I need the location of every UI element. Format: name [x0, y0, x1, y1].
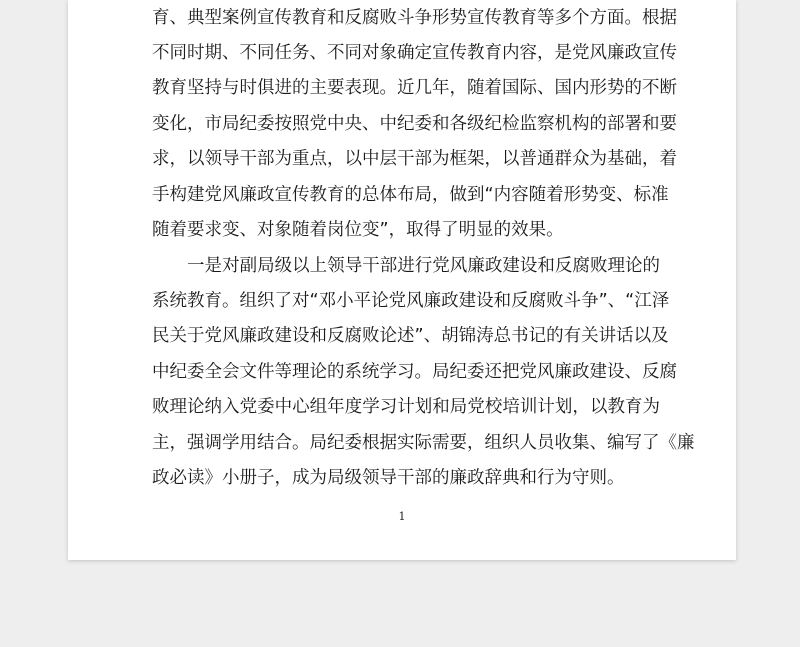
text-line: 民关于党风廉政建设和反腐败论述”、胡锦涛总书记的有关讲话以及 — [152, 326, 669, 346]
text-line: 政必读》小册子，成为局级领导干部的廉政辞典和行为守则。 — [152, 468, 625, 488]
text-line: 主，强调学用结合。局纪委根据实际需要，组织人员收集、编写了《廉 — [152, 433, 695, 453]
text-line: 育、典型案例宣传教育和反腐败斗争形势宣传教育等多个方面。根据 — [152, 8, 677, 28]
text-line: 一是对副局级以上领导干部进行党风廉政建设和反腐败理论的 — [152, 256, 660, 276]
document-page — [68, 0, 736, 560]
text-line: 系统教育。组织了对“邓小平论党风廉政建设和反腐败斗争”、“江泽 — [152, 291, 670, 311]
text-line: 变化，市局纪委按照党中央、中纪委和各级纪检监察机构的部署和要 — [152, 114, 677, 134]
text-line: 不同时期、不同任务、不同对象确定宣传教育内容，是党风廉政宣传 — [152, 43, 677, 63]
page-number: 1 — [398, 510, 406, 523]
text-line: 手构建党风廉政宣传教育的总体布局，做到“内容随着形势变、标准 — [152, 185, 669, 205]
text-line: 求，以领导干部为重点，以中层干部为框架，以普通群众为基础，着 — [152, 149, 677, 169]
text-line: 教育坚持与时俱进的主要表现。近几年，随着国际、国内形势的不断 — [152, 78, 677, 98]
text-line: 随着要求变、对象随着岗位变”，取得了明显的效果。 — [152, 220, 564, 240]
text-line: 中纪委全会文件等理论的系统学习。局纪委还把党风廉政建设、反腐 — [152, 362, 677, 382]
text-line: 败理论纳入党委中心组年度学习计划和局党校培训计划，以教育为 — [152, 397, 660, 417]
